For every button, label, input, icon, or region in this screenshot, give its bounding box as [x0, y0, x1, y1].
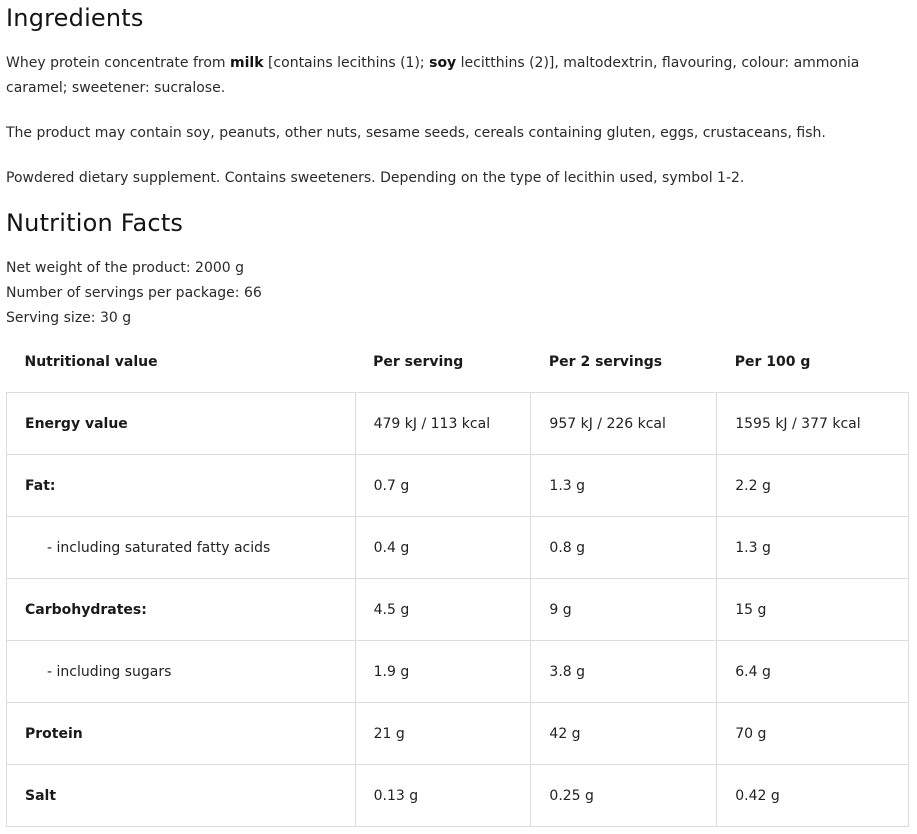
cell-per-serving: 1.9 g — [355, 641, 531, 703]
table-row — [7, 641, 909, 703]
row-label: - including sugars — [7, 641, 356, 703]
servings-per-package: Number of servings per package: 66 — [6, 285, 262, 301]
allergen-milk: milk — [230, 55, 264, 71]
cell-per-serving: 4.5 g — [355, 579, 531, 641]
cell-per-serving: 0.13 g — [355, 765, 531, 827]
cell-per-2-servings: 1.3 g — [531, 455, 717, 517]
column-header: Per 100 g — [734, 353, 811, 370]
nutrition-heading: Nutrition Facts — [6, 209, 184, 237]
table-header-row — [7, 331, 909, 393]
column-header: Per 2 servings — [548, 353, 663, 370]
cell-per-100g: 70 g — [717, 703, 909, 765]
supplement-note: Powdered dietary supplement. Contains sweeteners. Depending on the type of lecithin used, symbol 1-2. — [6, 170, 745, 186]
cell-per-2-servings: 957 kJ / 226 kcal — [531, 393, 717, 455]
cell-per-2-servings: 42 g — [531, 703, 717, 765]
cell-per-serving: 0.7 g — [355, 455, 531, 517]
allergen-warning: The product may contain soy, peanuts, other nuts, sesame seeds, cereals containing gluten, eggs, crustaceans, fish. — [6, 125, 826, 141]
cell-per-100g: 2.2 g — [717, 455, 909, 517]
table-row — [7, 517, 909, 579]
cell-per-100g: 6.4 g — [717, 641, 909, 703]
ingredients-text-part: [contains lecithins (1); — [263, 55, 430, 71]
row-label: Fat: — [7, 455, 356, 517]
ingredients-text — [6, 51, 911, 101]
serving-size: Serving size: 30 g — [6, 310, 132, 326]
row-label: Protein — [7, 703, 356, 765]
row-label: Energy value — [7, 393, 356, 455]
cell-per-serving: 0.4 g — [355, 517, 531, 579]
ingredients-text-part: lecitthins (2)], maltodextrin, flavouring, colour: ammonia caramel; sweetener: sucralose. — [6, 55, 860, 96]
ingredients-text-part: Whey protein concentrate from — [6, 55, 231, 71]
ingredients-heading: Ingredients — [6, 4, 144, 32]
cell-per-100g: 1595 kJ / 377 kcal — [717, 393, 909, 455]
table-row — [7, 765, 909, 827]
row-label: Salt — [7, 765, 356, 827]
table-row — [7, 455, 909, 517]
cell-per-2-servings: 9 g — [531, 579, 717, 641]
cell-per-serving: 21 g — [355, 703, 531, 765]
cell-per-100g: 15 g — [717, 579, 909, 641]
table-row — [7, 579, 909, 641]
column-header: Nutritional value — [24, 353, 158, 370]
nutrition-table — [6, 331, 909, 827]
row-label: - including saturated fatty acids — [7, 517, 356, 579]
cell-per-2-servings: 0.25 g — [531, 765, 717, 827]
cell-per-100g: 0.42 g — [717, 765, 909, 827]
cell-per-2-servings: 3.8 g — [531, 641, 717, 703]
table-row — [7, 393, 909, 455]
row-label: Carbohydrates: — [7, 579, 356, 641]
cell-per-2-servings: 0.8 g — [531, 517, 717, 579]
column-header: Per serving — [373, 353, 464, 370]
net-weight: Net weight of the product: 2000 g — [6, 260, 245, 276]
package-facts — [6, 256, 262, 331]
cell-per-100g: 1.3 g — [717, 517, 909, 579]
table-row — [7, 703, 909, 765]
cell-per-serving: 479 kJ / 113 kcal — [355, 393, 531, 455]
allergen-soy: soy — [429, 55, 457, 71]
